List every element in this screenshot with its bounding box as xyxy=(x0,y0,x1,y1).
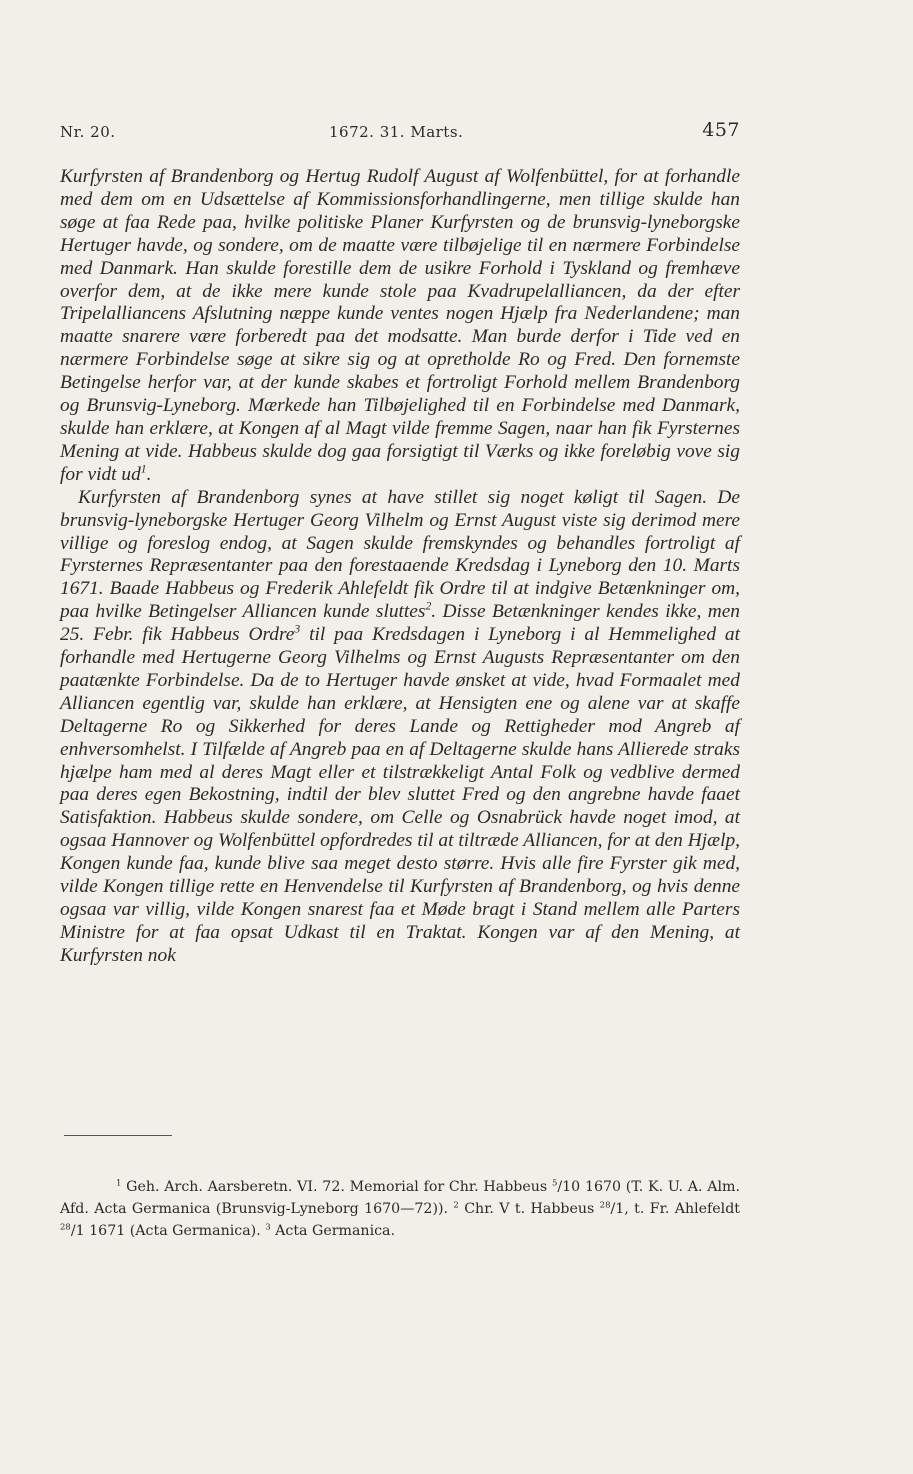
footnotes xyxy=(60,1176,740,1242)
running-header xyxy=(60,119,740,149)
footnote-text-f: Acta Germanica. xyxy=(270,1223,396,1239)
footnote-ref-1: 1 xyxy=(140,462,147,476)
footnote-ref-2: 2 xyxy=(425,599,432,613)
footnote-text-b: /10 1670 (T. K. U. A. Alm. Afd. Acta Germanica (Brunsvig-Lyneborg 1670—72)). xyxy=(60,1179,740,1217)
main-text xyxy=(60,166,740,968)
fraction-numerator: 28 xyxy=(60,1222,71,1233)
footnote-text-a: Geh. Arch. Aarsberetn. VI. 72. Memorial for Chr. Habbeus xyxy=(121,1179,552,1195)
footnote-ref-3: 3 xyxy=(294,622,301,636)
footnote-block xyxy=(60,1176,740,1242)
footnote-mark-3: 3 xyxy=(265,1222,271,1233)
footnote-text-d: /1, t. Fr. Ahlefeldt xyxy=(610,1201,740,1217)
paragraph-1-end: . xyxy=(146,463,152,485)
fraction-numerator: 28 xyxy=(599,1200,611,1211)
footnote-mark-2: 2 xyxy=(453,1200,459,1211)
paragraph-2-text-b: . Disse Betænkninger kendes ikke, men 25. Febr. fik Habbeus Ordre xyxy=(60,601,740,646)
page-number: 457 xyxy=(702,119,740,141)
footnote-mark-1: 1 xyxy=(116,1178,122,1189)
paragraph-1 xyxy=(60,166,740,487)
paragraph-1-text: Kurfyrsten af Brandenborg og Hertug Rudolf August af Wolfenbüttel, for at forhandle med dem om en Udsættelse af Kommissionsforhandlingerne, men tillige skulde han søge at faa Rede paa, hvilke politiske Planer Kurfyrsten og de brunsvig-lyneborgske Hertuger havde, og sondere, om de maatte være tilbøjelige til en nærmere Forbindelse med Danmark. Han skulde forestille dem de usikre Forhold i Tyskland og fremhæve overfor dem, at de ikke mere kunde stole paa Kvadrupelalliancen, da der efter Tripelalliancens Afslutning næppe kunde ventes nogen Hjælp fra Nederlandene; man maatte snarere være forberedt paa det modsatte. Man burde derfor i Tide ved en nærmere Forbindelse søge at sikre sig og at opretholde Ro og Fred. Den fornemste Betingelse herfor var, at der kunde skabes et fortroligt Forhold mellem Brandenborg og Brunsvig-Lyneborg. Mærkede han Tilbøjelighed til en Forbindelse med Danmark, skulde han erklære, at Kongen af al Magt vilde fremme Sagen, naar han fik Fyrsternes Mening at vide. Habbeus skulde dog gaa forsigtigt til Værks og ikke foreløbig vove sig for vidt ud xyxy=(60,166,740,485)
paragraph-2-text-a: Kurfyrsten af Brandenborg synes at have stillet sig noget køligt til Sagen. De brunsvig-lyneborgske Hertuger Georg Vilhelm og Ernst August viste sig derimod mere villige og foreslog endog, at Sagen skulde fremskyndes og behandles fortroligt af Fyrsternes Repræsentanter paa den forestaaende Kredsdag i Lyneborg den 10. Marts 1671. Baade Habbeus og Frederik Ahlefeldt fik Ordre til at indgive Betænkninger om, paa hvilke Betingelser Alliancen kunde sluttes xyxy=(60,486,740,623)
paragraph-2 xyxy=(60,487,740,968)
header-date: 1672. 31. Marts. xyxy=(329,123,464,141)
footnote-text-e: /1 1671 (Acta Germanica). xyxy=(70,1223,266,1239)
footnote-divider xyxy=(64,1135,172,1136)
paragraph-2-text-c: til paa Kredsdagen i Lyneborg i al Hemmelighed at forhandle med Hertugerne Georg Vilhelms og Ernst Augusts Repræsentanter om den paatænkte Forbindelse. Da de to Hertuger havde ønsket at vide, hvad Formaalet med Alliancen egentlig var, skulde han erklære, at Hensigten ene og alene var at skaffe Deltagerne Ro og Sikkerhed for deres Lande og Rettigheder mod Angreb af enhversomhelst. I Tilfælde af Angreb paa en af Deltagerne skulde hans Allierede straks hjælpe ham med al deres Magt eller et tilstrækkeligt Antal Folk og vedblive dermed paa deres egen Bekostning, indtil der blev sluttet Fred og den angrebne havde faaet Satisfaktion. Habbeus skulde sondere, om Celle og Osnabrück havde noget imod, at ogsaa Hannover og Wolfenbüttel opfordredes til at tiltræde Alliancen, for at den Hjælp, Kongen kunde faa, kunde blive saa meget desto større. Hvis alle fire Fyrster gik med, vilde Kongen tillige rette en Henvendelse til Kurfyrsten af Brandenborg, og hvis denne ogsaa var villig, vilde Kongen snarest faa et Møde bragt i Stand mellem alle Parters Ministre for at faa opsat Udkast til en Traktat. Kongen var af den Mening, at Kurfyrsten nok xyxy=(60,624,740,966)
fraction-numerator: 5 xyxy=(551,1178,558,1189)
document-number: Nr. 20. xyxy=(60,123,116,141)
footnote-text-c: Chr. V t. Habbeus xyxy=(458,1201,600,1217)
